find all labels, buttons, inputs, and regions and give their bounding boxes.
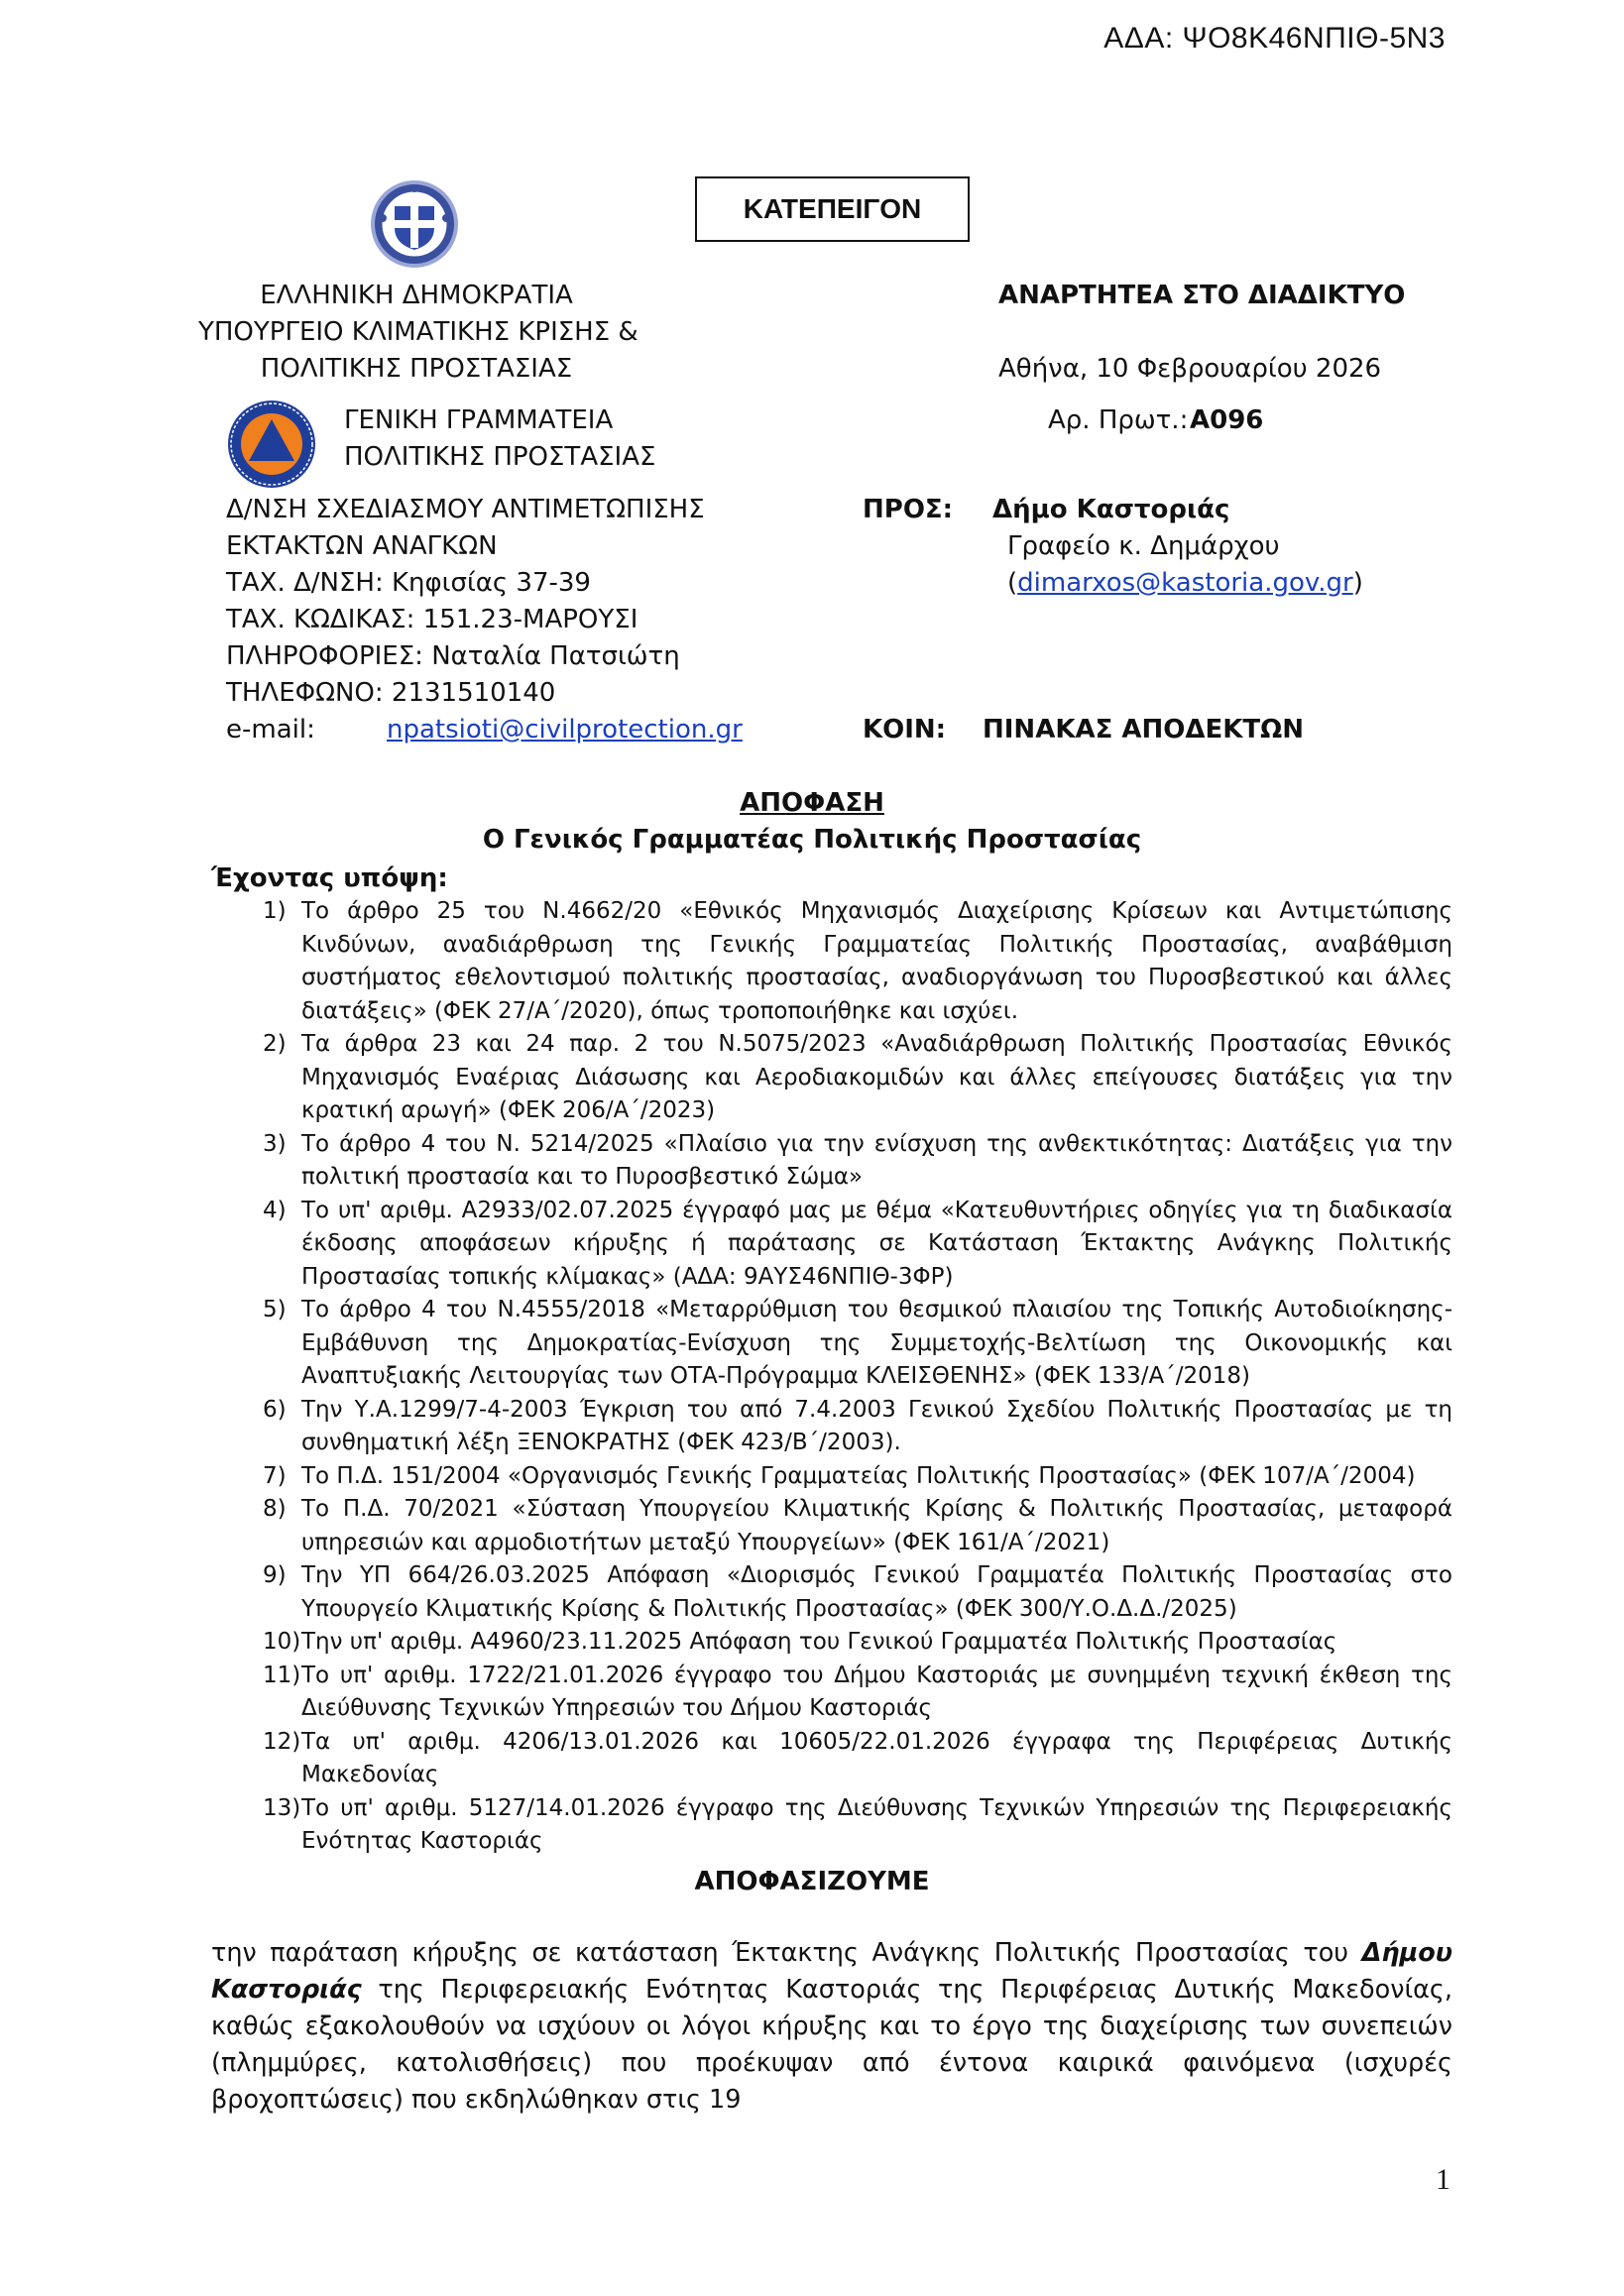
- reference-item: [211, 1128, 1452, 1195]
- reference-number: 3): [263, 1130, 287, 1157]
- ministry-line2: ΠΟΛΙΤΙΚΗΣ ΠΡΟΣΤΑΣΙΑΣ: [260, 354, 573, 384]
- reference-text: Τα υπ' αριθμ. 4206/13.01.2026 και 10605/22.01.2026 έγγραφα της Περιφέρειας Δυτικής Μακεδονίας: [301, 1728, 1452, 1787]
- document-date: Αθήνα, 10 Φεβρουαρίου 2026: [998, 354, 1382, 384]
- recipient-name: Δήμο Καστοριάς: [992, 495, 1230, 524]
- reference-number: 9): [263, 1562, 287, 1588]
- decision-paragraph: την παράταση κήρυξης σε κατάσταση Έκτακτης Ανάγκης Πολιτικής Προστασίας του Δήμου Καστοριάς της Περιφερειακής Ενότητας Καστοριάς της Περιφέρειας Δυτικής Μακεδονίας, καθώς εξακολουθούν να ισχύουν οι λόγοι κήρυξης και το έργο της διαχείρισης των συνεπειών (πλημμύρες, κατολισθήσεις) που προέκυψαν από έντονα καιρικά φαινόμενα (ισχυρές βροχοπτώσεις) που εκδηλώθηκαν στις 19: [211, 1938, 1452, 2115]
- sender-email-label: e-mail:: [226, 715, 315, 745]
- reference-number: 8): [263, 1496, 287, 1522]
- ministry-line1: ΥΠΟΥΡΓΕΙΟ ΚΛΙΜΑΤΙΚΗΣ ΚΡΙΣΗΣ &: [198, 317, 638, 347]
- directorate-line1: Δ/ΝΣΗ ΣΧΕΔΙΑΣΜΟΥ ΑΝΤΙΜΕΤΩΠΙΣΗΣ: [226, 495, 705, 524]
- cc-recipients: ΠΙΝΑΚΑΣ ΑΠΟΔΕΚΤΩΝ: [983, 715, 1305, 745]
- recipient-email-line: (dimarxos@kastoria.gov.gr): [1007, 568, 1363, 598]
- sender-phone: ΤΗΛΕΦΩΝΟ: 2131510140: [226, 678, 556, 708]
- reference-number: 7): [263, 1462, 287, 1489]
- reference-text: Το υπ' αριθμ. 5127/14.01.2026 έγγραφο της Διεύθυνσης Τεχνικών Υπηρεσιών της Περιφερειακής Ενότητας Καστοριάς: [301, 1794, 1452, 1854]
- publish-online-label: ΑΝΑΡΤΗΤΕΑ ΣΤΟ ΔΙΑΔΙΚΤΥΟ: [998, 281, 1406, 310]
- reference-number: 4): [263, 1197, 287, 1223]
- references-list: [211, 895, 1452, 1859]
- decision-author: Ο Γενικός Γραμματέας Πολιτικής Προστασίας: [482, 825, 1142, 855]
- reference-number: 13): [263, 1794, 301, 1821]
- reference-item: [211, 1493, 1452, 1559]
- reference-number: 10): [263, 1629, 301, 1655]
- reference-text: Το άρθρο 25 του Ν.4662/20 «Εθνικός Μηχανισμός Διαχείρισης Κρίσεων και Αντιμετώπισης Κινδύνων, αναδιάρθρωση της Γενικής Γραμματείας Πολιτικής Προστασίας, αναβάθμιση συστήματος εθελοντισμού πολιτικής προστασίας, αναδιοργάνωση του Πυροσβεστικού και άλλες διατάξεις» (ΦΕΚ 27/Α΄/2020), όπως τροποποιήθηκε και ισχύει.: [301, 898, 1452, 1024]
- to-label: ΠΡΟΣ:: [863, 495, 954, 524]
- reference-text: Το υπ' αριθμ. Α2933/02.07.2025 έγγραφό μας με θέμα «Κατευθυντήριες οδηγίες για τη διαδικασία έκδοσης αποφάσεων κήρυξης ή παράτασης σε Κατάσταση Έκτακτης Ανάγκης Πολιτικής Προστασίας τοπικής κλίμακας» (ΑΔΑ: 9ΑΥΣ46ΝΠΙΘ-3ΦΡ): [301, 1197, 1452, 1290]
- reference-text: Το άρθρο 4 του Ν. 5214/2025 «Πλαίσιο για την ενίσχυση της ανθεκτικότητας: Διατάξεις για την πολιτική προστασία και το Πυροσβεστικό Σώμα»: [301, 1130, 1452, 1190]
- reference-number: 1): [263, 898, 287, 924]
- civil-protection-logo-icon: [226, 399, 317, 490]
- reference-number: 2): [263, 1031, 287, 1057]
- reference-text: Το άρθρο 4 του Ν.4555/2018 «Μεταρρύθμιση του θεσμικού πλαισίου της Τοπικής Αυτοδιοίκησης-Εμβάθυνση της Δημοκρατίας-Ενίσχυση της Συμμετοχής-Βελτίωση της Οικονομικής και Αναπτυξιακής Λειτουργίας των ΟΤΑ-Πρόγραμμα ΚΛΕΙΣΘΕΝΗΣ» (ΦΕΚ 133/Α΄/2018): [301, 1297, 1452, 1389]
- reference-text: Το υπ' αριθμ. 1722/21.01.2026 έγγραφο του Δήμου Καστοριάς με συνημμένη τεχνική έκθεση της Διεύθυνσης Τεχνικών Υπηρεσιών του Δήμου Καστοριάς: [301, 1662, 1452, 1721]
- reference-text: Την Υ.Α.1299/7-4-2003 Έγκριση του από 7.4.2003 Γενικού Σχεδίου Πολιτικής Προστασίας με τη συνθηματική λέξη ΞΕΝΟΚΡΑΤΗΣ (ΦΕΚ 423/Β΄/2003).: [301, 1396, 1452, 1455]
- ada-code: ΑΔΑ: ΨΟ8Κ46ΝΠΙΘ-5Ν3: [1103, 22, 1446, 55]
- municipality-emphasis: Δήμου Καστοριάς: [211, 1938, 1452, 2005]
- page-number: 1: [1436, 2163, 1450, 2196]
- sender-info: ΠΛΗΡΟΦΟΡΙΕΣ: Ναταλία Πατσιώτη: [226, 641, 680, 671]
- reference-item: [211, 1028, 1452, 1128]
- reference-number: 5): [263, 1297, 287, 1322]
- reference-item: [211, 1660, 1452, 1726]
- recipient-office: Γραφείο κ. Δημάρχου: [1007, 531, 1280, 561]
- reference-item: [211, 1559, 1452, 1626]
- reference-item: [211, 1792, 1452, 1859]
- reference-number: 12): [263, 1728, 301, 1755]
- reference-text: Το Π.Δ. 70/2021 «Σύσταση Υπουργείου Κλιματικής Κρίσης & Πολιτικής Προστασίας, μεταφορά υπηρεσιών και αρμοδιοτήτων μεταξύ Υπουργείων» (ΦΕΚ 161/Α΄/2021): [301, 1496, 1452, 1555]
- decision-title: ΑΠΟΦΑΣΗ: [740, 788, 884, 818]
- reference-number: 6): [263, 1396, 287, 1423]
- reference-text: Την ΥΠ 664/26.03.2025 Απόφαση «Διορισμός Γενικού Γραμματέα Πολιτικής Προστασίας στο Υπουργείο Κλιματικής Κρίσης & Πολιτικής Προστασίας» (ΦΕΚ 300/Υ.Ο.Δ.Δ./2025): [301, 1562, 1452, 1622]
- secretariat-line1: ΓΕΝΙΚΗ ΓΡΑΜΜΑΤΕΙΑ: [344, 405, 614, 435]
- reference-item: [211, 1726, 1452, 1792]
- reference-item: [211, 1460, 1452, 1494]
- reference-number: 11): [263, 1662, 301, 1688]
- reference-text: Το Π.Δ. 151/2004 «Οργανισμός Γενικής Γραμματείας Πολιτικής Προστασίας» (ΦΕΚ 107/Α΄/2004): [301, 1462, 1416, 1489]
- recipient-email-link[interactable]: dimarxos@kastoria.gov.gr: [1017, 568, 1353, 598]
- reference-item: [211, 1294, 1452, 1394]
- cc-label: ΚΟΙΝ:: [863, 715, 947, 745]
- reference-text: Την υπ' αριθμ. Α4960/23.11.2025 Απόφαση του Γενικού Γραμματέα Πολιτικής Προστασίας: [301, 1629, 1337, 1655]
- urgent-stamp: ΚΑΤΕΠΕΙΓΟΝ: [695, 176, 970, 242]
- republic-label: ΕΛΛΗΝΙΚΗ ΔΗΜΟΚΡΑΤΙΑ: [260, 281, 573, 310]
- considering-heading: Έχοντας υπόψη:: [211, 863, 448, 893]
- reference-item: [211, 1195, 1452, 1295]
- protocol-number: Α096: [1190, 405, 1264, 435]
- reference-item: [211, 1626, 1452, 1660]
- sender-address: ΤΑΧ. Δ/ΝΣΗ: Κηφισίας 37-39: [226, 568, 591, 598]
- reference-item: [211, 1394, 1452, 1460]
- secretariat-line2: ΠΟΛΙΤΙΚΗΣ ΠΡΟΣΤΑΣΙΑΣ: [344, 442, 656, 472]
- decide-title: ΑΠΟΦΑΣΙΖΟΥΜΕ: [694, 1867, 930, 1896]
- sender-postcode: ΤΑΧ. ΚΩΔΙΚΑΣ: 151.23-ΜΑΡΟΥΣΙ: [226, 605, 638, 634]
- directorate-line2: ΕΚΤΑΚΤΩΝ ΑΝΑΓΚΩΝ: [226, 531, 498, 561]
- reference-item: [211, 895, 1452, 1028]
- reference-text: Τα άρθρα 23 και 24 παρ. 2 του Ν.5075/2023 «Αναδιάρθρωση Πολιτικής Προστασίας Εθνικός Μηχανισμός Εναέριας Διάσωσης και Αεροδιακομιδών και άλλες επείγουσες διατάξεις για την κρατική αρωγή» (ΦΕΚ 206/Α΄/2023): [301, 1031, 1452, 1123]
- greek-emblem-icon: [369, 178, 460, 270]
- sender-email-link[interactable]: npatsioti@civilprotection.gr: [387, 715, 743, 745]
- protocol-label: Αρ. Πρωτ.:: [1048, 405, 1189, 435]
